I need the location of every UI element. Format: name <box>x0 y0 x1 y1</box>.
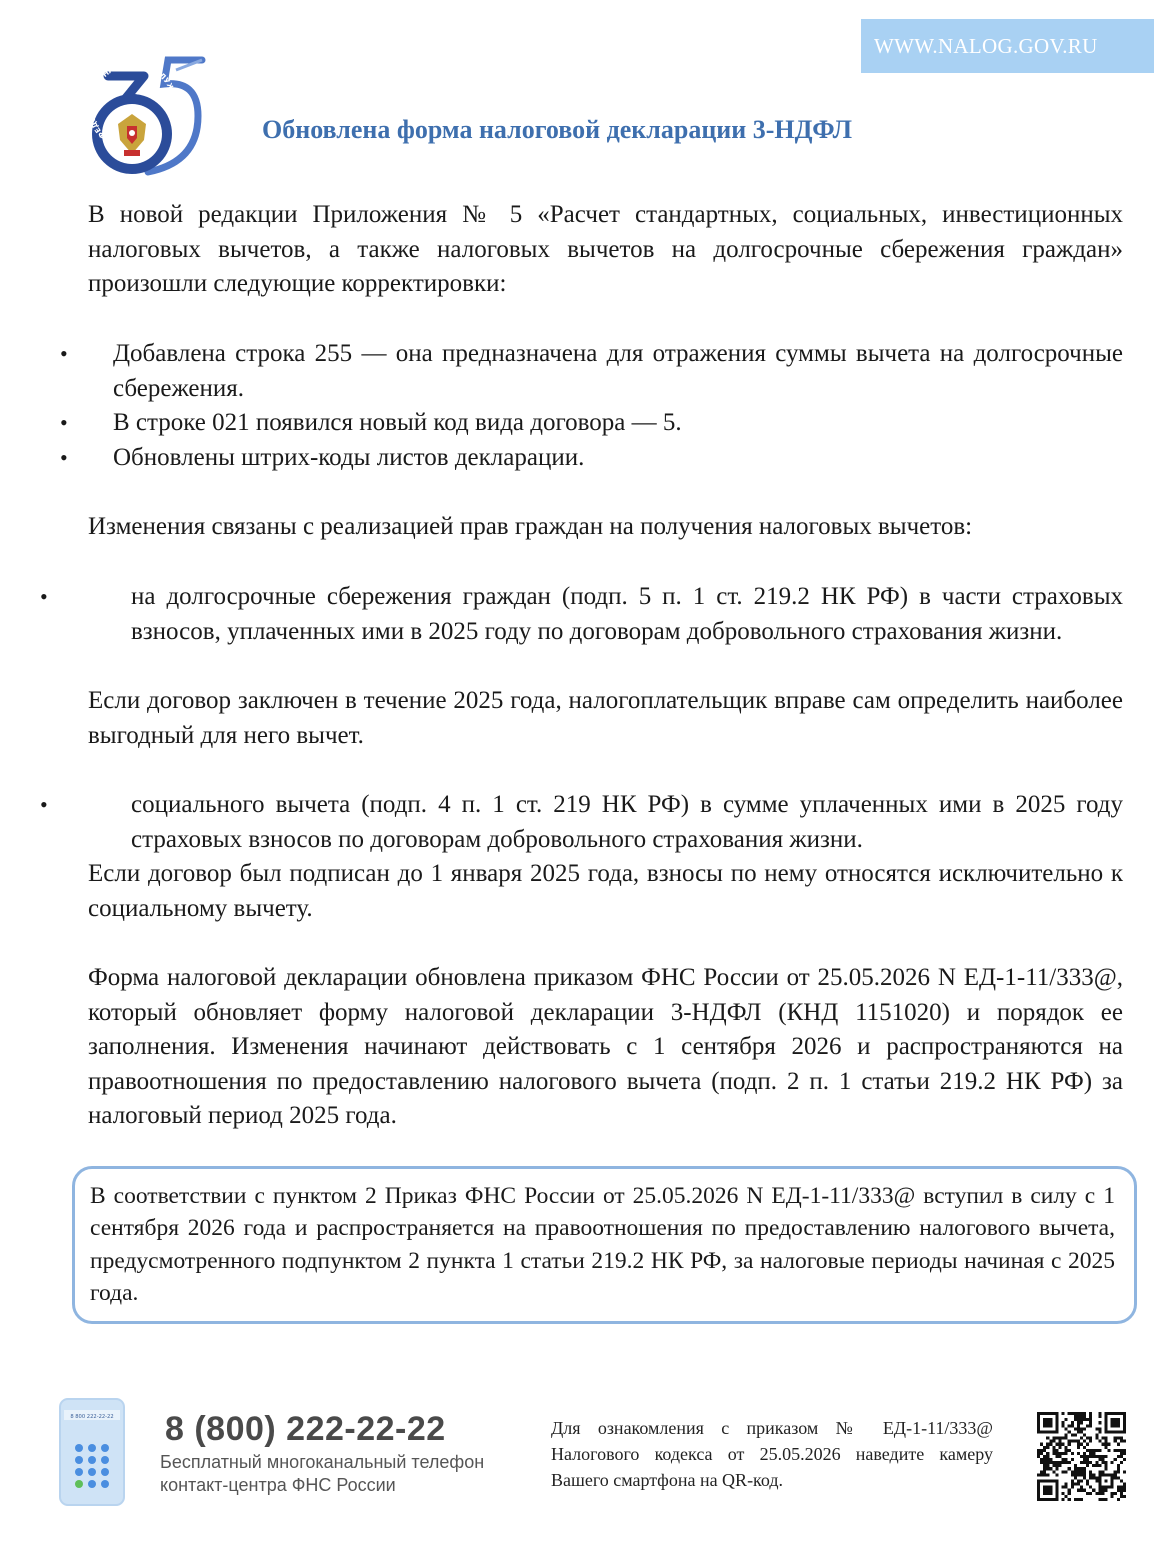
bullet-marker: • <box>60 445 68 470</box>
change-item: Добавлена строка 255 — она предназначена для отражения суммы вычета на долгосрочные сбережения. <box>113 340 1123 402</box>
hotline-number[interactable]: 8 (800) 222-22-22 <box>165 1410 446 1448</box>
qr-caption: Для ознакомления с приказом № ЕД-1-11/333@ Налогового кодекса от 25.05.2026 наведите камеру Вашего смартфона на QR-код. <box>551 1418 993 1490</box>
deduction-note: Если договор был подписан до 1 января 2025 года, взносы по нему относятся исключительно к социальному вычету. <box>88 860 1123 922</box>
change-item: Обновлены штрих-коды листов декларации. <box>113 444 585 471</box>
bullet-marker: • <box>60 410 68 435</box>
phone-icon <box>59 1398 125 1506</box>
website-banner[interactable]: WWW.NALOG.GOV.RU <box>861 19 1154 73</box>
fns-35-logo-icon <box>86 54 210 184</box>
intro-paragraph: В новой редакции Приложения № 5 «Расчет стандартных, социальных, инвестиционных налоговых вычетов, а также налоговых вычетов на долгосрочные сбережения граждан» произошли следующие корректировки: <box>88 201 1123 298</box>
hotline-caption <box>160 1451 484 1497</box>
hotline-caption-line: контакт-центра ФНС России <box>160 1475 396 1495</box>
page-title: Обновлена форма налоговой декларации 3-НДФЛ <box>262 115 852 144</box>
deduction-note: Если договор заключен в течение 2025 года, налогоплательщик вправе сам определить наиболее выгодный для него вычет. <box>88 687 1123 749</box>
bullet-marker: • <box>40 792 48 817</box>
change-item: В строке 021 появился новый код вида договора — 5. <box>113 409 682 436</box>
qr-code-icon[interactable] <box>1037 1412 1126 1501</box>
bullet-marker: • <box>40 584 48 609</box>
bullet-marker: • <box>60 341 68 366</box>
deduction-item: на долгосрочные сбережения граждан (подп. 5 п. 1 ст. 219.2 НК РФ) в части страховых взносов, уплаченных ими в 2025 году по договорам добровольного страхования жизни. <box>131 583 1123 645</box>
hotline-caption-line: Бесплатный многоканальный телефон <box>160 1452 485 1472</box>
logo-ring-text: ФЕДЕРАЛЬНАЯ НАЛОГОВАЯ СЛУЖБА <box>86 59 180 141</box>
phone-screen-number: 8 800 222-22-22 <box>70 1414 114 1420</box>
note-box-text: В соответствии с пунктом 2 Приказ ФНС России от 25.05.2026 N ЕД-1-11/333@ вступил в силу с 1 сентября 2026 года и распространяется на правоотношения по предоставлению налогового вычета, предусмотренного подпунктом 2 пункта 1 статьи 219.2 НК РФ, за налоговые периоды начиная с 2025 года. <box>90 1183 1115 1307</box>
order-paragraph: Форма налоговой декларации обновлена приказом ФНС России от 25.05.2026 N ЕД-1-11/333@, который обновляет форму налоговой декларации 3-НДФЛ (КНД 1151020) и порядок ее заполнения. Изменения начинают действовать с 1 сентября 2026 и распространяются на правоотношения по предоставлению налогового вычета (подп. 2 п. 1 статьи 219.2 НК РФ) за налоговый период 2025 года. <box>88 964 1123 1130</box>
deduction-item: социального вычета (подп. 4 п. 1 ст. 219 НК РФ) в сумме уплаченных ими в 2025 году страховых взносов по договорам добровольного страхования жизни. <box>131 791 1123 853</box>
rights-intro: Изменения связаны с реализацией прав граждан на получения налоговых вычетов: <box>88 513 973 540</box>
